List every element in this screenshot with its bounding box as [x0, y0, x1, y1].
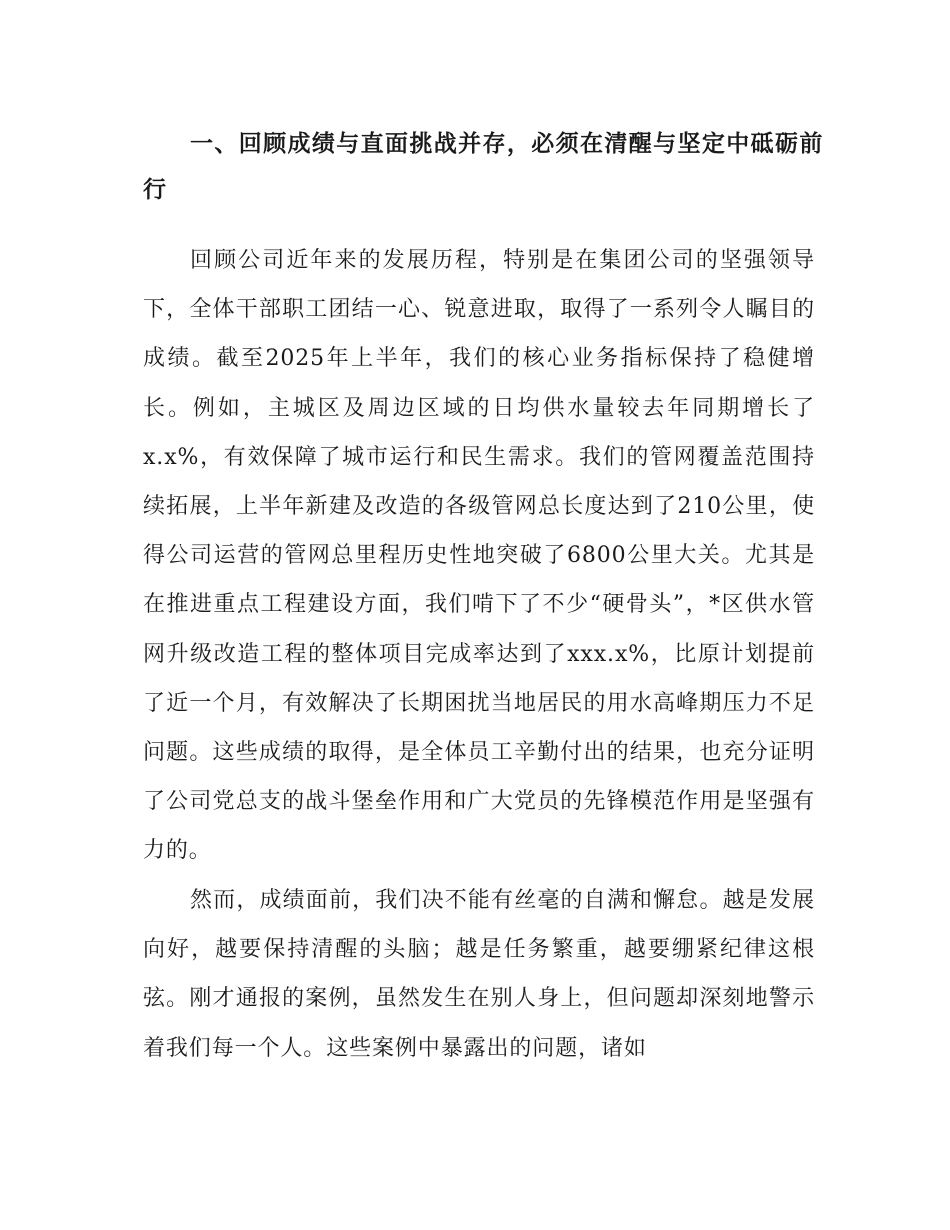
body-paragraph-warning: 然而，成绩面前，我们决不能有丝毫的自满和懈怠。越是发展向好，越要保持清醒的头脑；越是任务繁重，越要绷紧纪律这根弦。刚才通报的案例，虽然发生在别人身上，但问题却深刻地警示着我们每一个人。这些案例中暴露出的问题，诸如 [143, 888, 815, 1061]
body-paragraph-achievements: 回顾公司近年来的发展历程，特别是在集团公司的坚强领导下，全体干部职工团结一心、锐意进取，取得了一系列令人瞩目的成绩。截至2025年上半年，我们的核心业务指标保持了稳健增长。例如，主城区及周边区域的日均供水量较去年同期增长了x.x%，有效保障了城市运行和民生需求。我们的管网覆盖范围持续拓展，上半年新建及改造的各级管网总长度达到了210公里，使得公司运营的管网总里程历史性地突破了6800公里大关。尤其是在推进重点工程建设方面，我们啃下了不少“硬骨头”，*区供水管网升级改造工程的整体项目完成率达到了xxx.x%，比原计划提前了近一个月，有效解决了长期困扰当地居民的用水高峰期压力不足问题。这些成绩的取得，是全体员工辛勤付出的结果，也充分证明了公司党总支的战斗堡垒作用和广大党员的先锋模范作用是坚强有力的。 [143, 248, 815, 864]
section-heading: 一、回顾成绩与直面挑战并存，必须在清醒与坚定中砥砺前行 [143, 131, 823, 203]
